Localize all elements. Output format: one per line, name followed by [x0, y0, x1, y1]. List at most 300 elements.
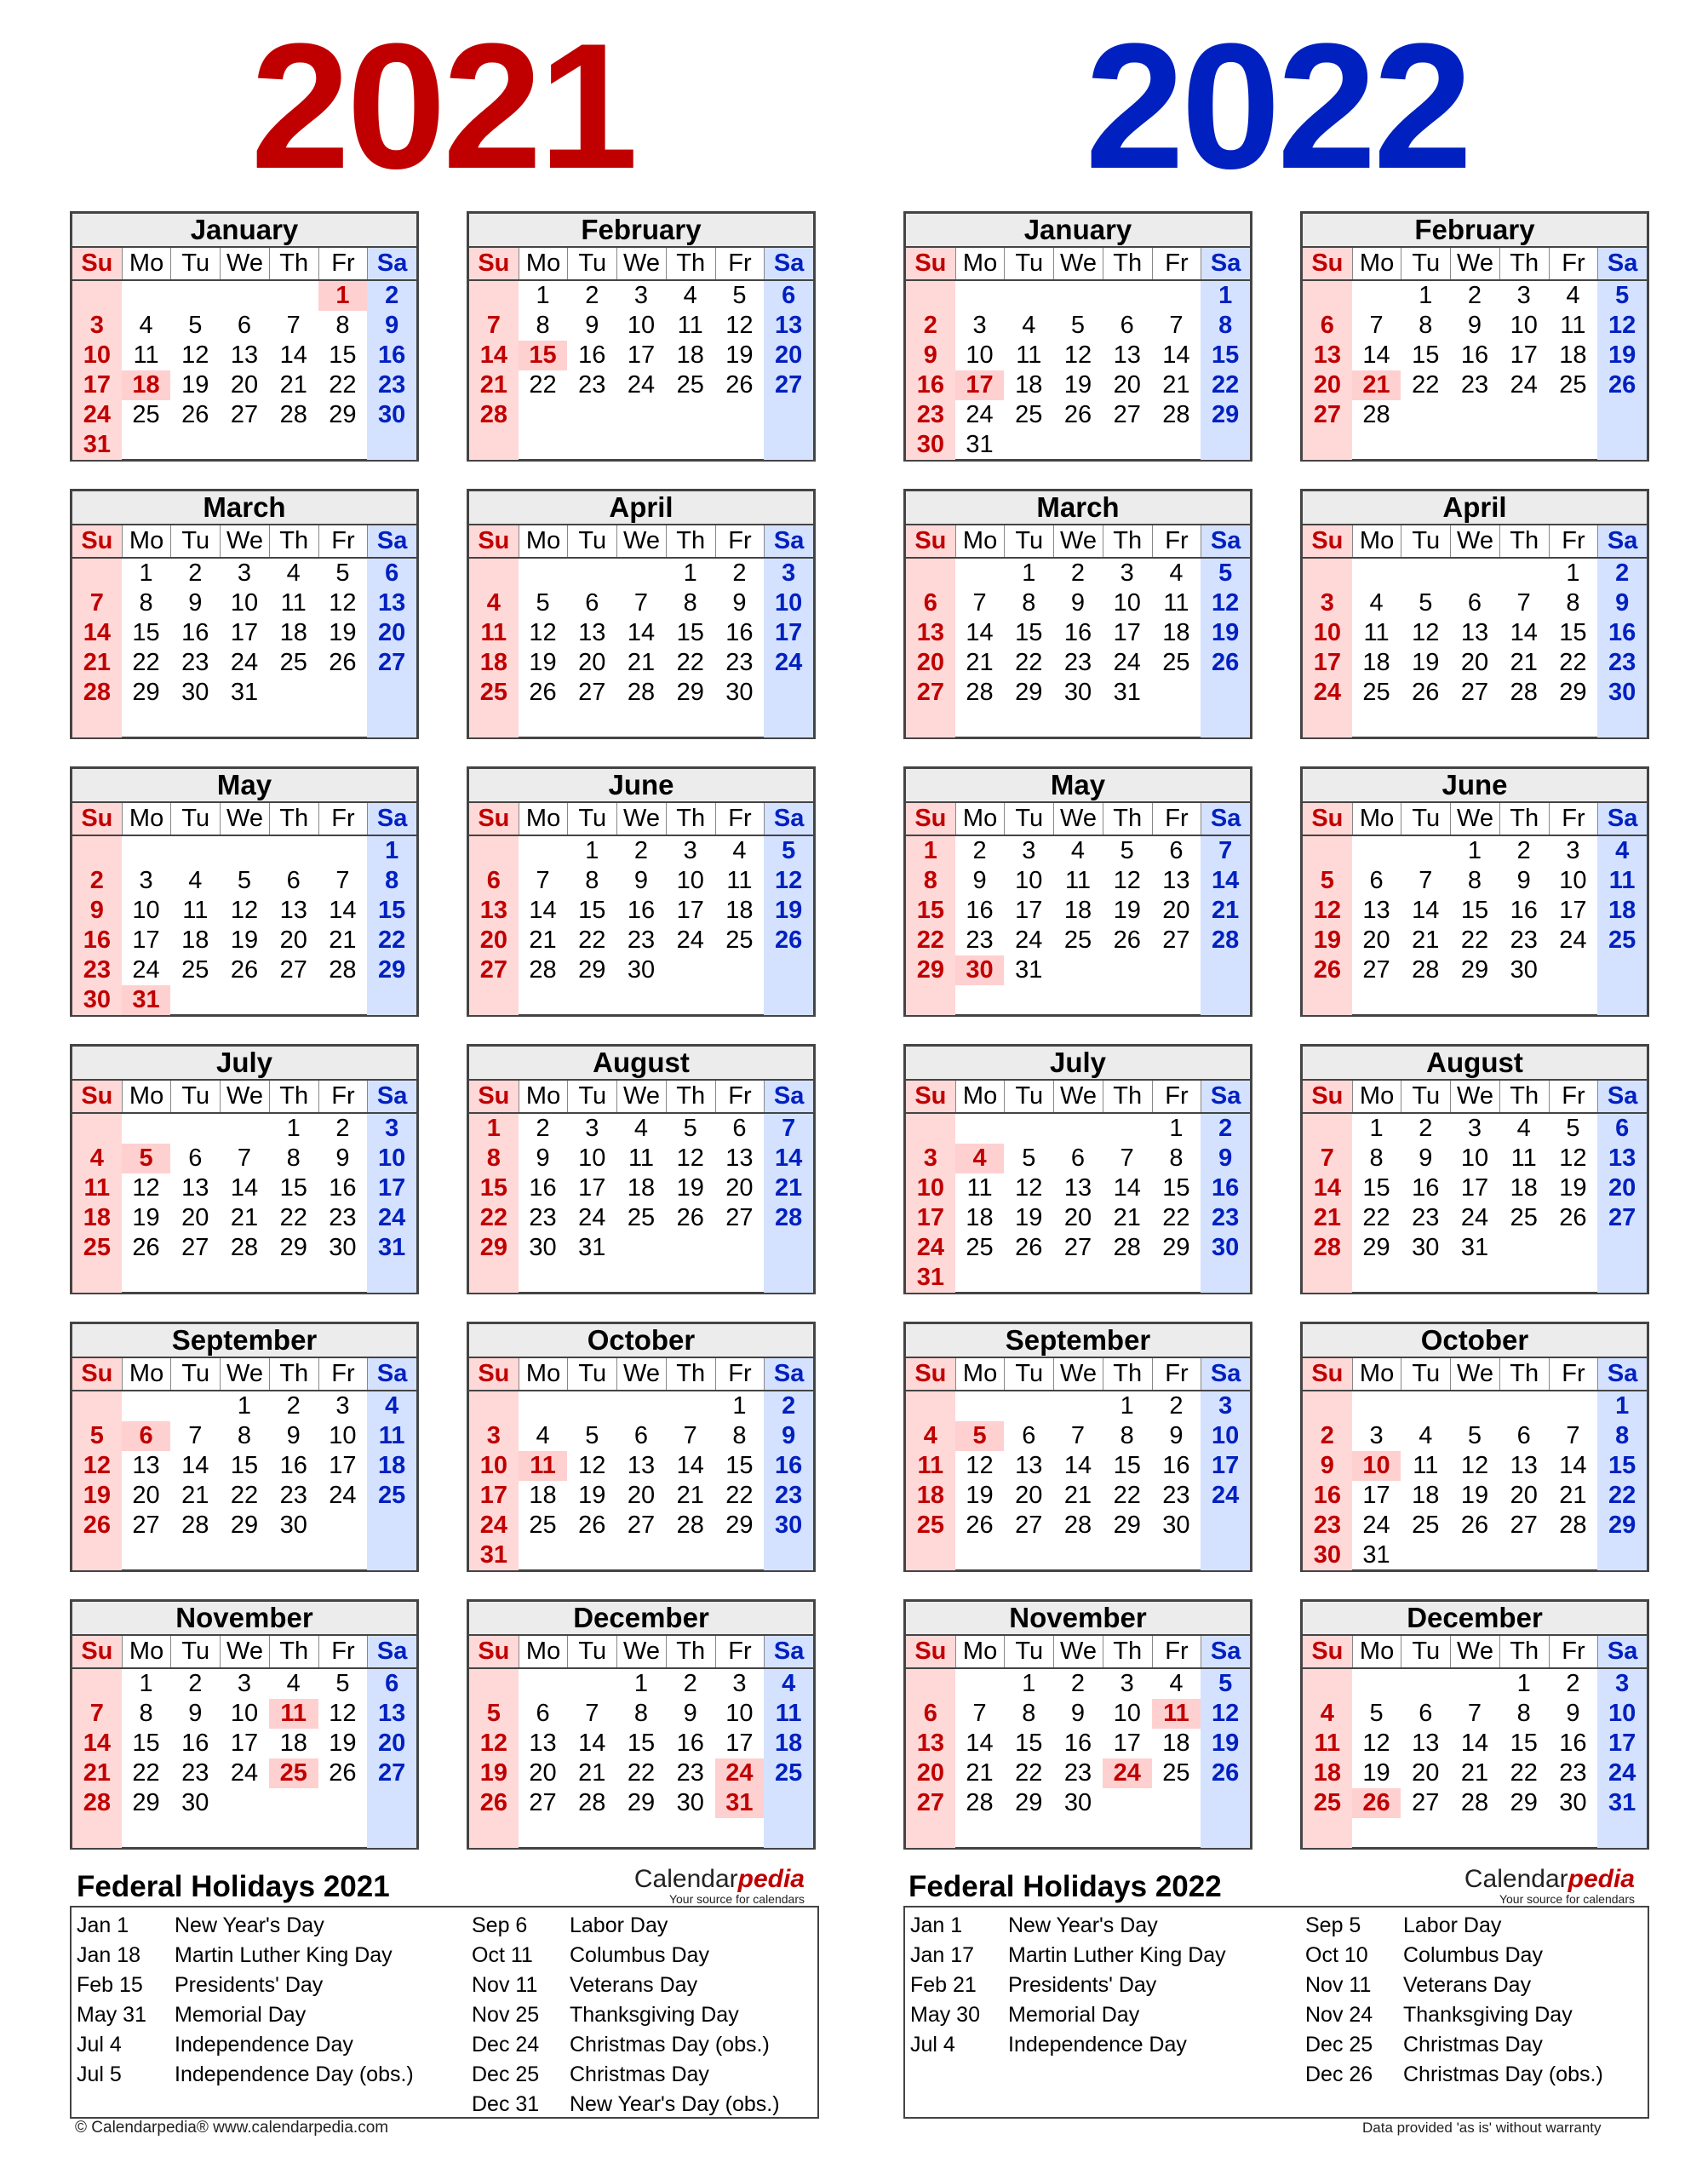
day-cell: 23 — [1559, 1759, 1587, 1787]
day-cell: 27 — [279, 956, 307, 984]
day-cell: 11 — [367, 1421, 416, 1451]
empty-cell — [1053, 985, 1103, 1015]
day-grid — [72, 281, 416, 462]
weekday-label: Fr — [318, 1358, 368, 1390]
day-cell: 21 — [676, 1482, 704, 1509]
day-grid — [906, 1391, 1250, 1573]
day-cell: 30 — [725, 679, 754, 706]
weekday-label: Tu — [170, 1081, 220, 1112]
brand-logo-2022 — [1379, 1867, 1635, 1906]
empty-cell — [72, 1540, 122, 1570]
day-cell: 16 — [1559, 1730, 1587, 1757]
empty-cell — [1352, 559, 1401, 588]
weekday-label: Sa — [764, 1358, 813, 1390]
day-cell: 24 — [469, 1511, 519, 1540]
day-cell: 17 — [469, 1481, 519, 1511]
empty-cell — [1597, 1818, 1647, 1848]
weekday-label: We — [1450, 248, 1499, 279]
weekday-label: Sa — [764, 248, 813, 279]
day-cell: 17 — [578, 1174, 606, 1202]
weekday-label: Th — [1103, 803, 1152, 835]
weekday-header — [72, 803, 416, 836]
holiday-row — [1305, 1971, 1603, 2000]
empty-cell — [764, 1233, 813, 1263]
weekday-label: Mo — [1352, 1358, 1401, 1390]
day-cell: 9 — [1516, 867, 1531, 894]
weekday-label: Sa — [367, 803, 416, 835]
month-name: September — [906, 1324, 1250, 1358]
day-cell: 28 — [1201, 926, 1250, 955]
empty-cell — [220, 708, 269, 737]
weekday-label: Th — [666, 1636, 715, 1667]
day-cell: 24 — [132, 956, 160, 984]
weekday-label: Th — [1103, 248, 1152, 279]
day-cell: 29 — [230, 1512, 259, 1539]
day-cell: 1 — [732, 1392, 747, 1420]
day-cell: 2 — [683, 1670, 697, 1697]
empty-cell — [1450, 1540, 1499, 1570]
empty-cell — [1303, 1263, 1352, 1293]
day-cell: 5 — [1419, 589, 1433, 617]
day-cell: 29 — [132, 1789, 160, 1816]
empty-cell — [1152, 1818, 1201, 1848]
day-cell: 10 — [230, 589, 259, 617]
day-cell: 8 — [237, 1422, 252, 1449]
empty-cell — [955, 1540, 1005, 1570]
day-cell: 8 — [1022, 589, 1036, 617]
empty-cell — [1450, 1263, 1499, 1293]
empty-cell — [318, 1511, 368, 1540]
day-cell: 6 — [906, 1699, 955, 1729]
day-cell: 13 — [1460, 619, 1489, 646]
day-cell: 25 — [1412, 1512, 1440, 1539]
day-cell: 12 — [329, 1700, 357, 1727]
day-cell: 29 — [367, 955, 416, 985]
day-cell: 18 — [1412, 1482, 1440, 1509]
day-cell: 24 — [966, 401, 994, 428]
day-cell: 3 — [1566, 837, 1580, 864]
day-cell: 18 — [1063, 897, 1092, 924]
weekday-label: We — [1053, 525, 1103, 557]
day-cell: 21 — [72, 648, 122, 678]
month-name: June — [469, 769, 813, 803]
empty-cell — [567, 1669, 616, 1699]
weekday-label: Tu — [1004, 1081, 1053, 1112]
day-cell: 15 — [676, 619, 704, 646]
empty-cell — [1103, 281, 1152, 311]
day-cell: 8 — [1369, 1144, 1384, 1172]
day-cell: 7 — [1369, 312, 1384, 339]
weekday-label: Sa — [764, 525, 813, 557]
day-cell: 4 — [1516, 1115, 1531, 1142]
day-cell: 25 — [966, 1234, 994, 1261]
weekday-label: Th — [666, 248, 715, 279]
holiday-row — [1305, 2030, 1603, 2060]
holiday-date: Jul 5 — [77, 2062, 122, 2086]
day-cell: 15 — [578, 897, 606, 924]
day-cell: 8 — [367, 866, 416, 896]
day-cell: 4 — [1566, 282, 1580, 309]
holidays-box-2022 — [903, 1906, 1649, 2119]
day-cell: 14 — [1559, 1452, 1587, 1479]
day-cell: 5 — [955, 1421, 1005, 1451]
day-cell: 24 — [1015, 926, 1043, 954]
day-cell: 17 — [1597, 1729, 1647, 1758]
holiday-date: Jan 18 — [77, 1943, 141, 1967]
empty-cell — [955, 281, 1005, 311]
day-cell: 21 — [1559, 1482, 1587, 1509]
day-cell: 26 — [329, 649, 357, 676]
day-cell: 10 — [1201, 1421, 1250, 1451]
empty-cell — [469, 559, 519, 588]
weekday-label: Tu — [567, 803, 616, 835]
holiday-date: Oct 10 — [1305, 1943, 1368, 1967]
day-cell: 23 — [1063, 649, 1092, 676]
day-grid — [1303, 1114, 1647, 1295]
weekday-label: Mo — [955, 1358, 1005, 1390]
empty-cell — [1549, 1391, 1598, 1421]
day-cell: 9 — [732, 589, 747, 617]
day-cell: 24 — [1510, 371, 1538, 399]
day-cell: 27 — [1460, 679, 1489, 706]
day-cell: 10 — [1352, 1451, 1401, 1481]
day-cell: 4 — [367, 1391, 416, 1421]
empty-cell — [616, 708, 666, 737]
day-cell: 28 — [529, 956, 557, 984]
month-name: July — [906, 1047, 1250, 1081]
day-cell: 16 — [1201, 1173, 1250, 1203]
weekday-label: We — [616, 1636, 666, 1667]
day-cell: 1 — [1566, 559, 1580, 587]
day-cell: 22 — [627, 1759, 656, 1787]
empty-cell — [170, 1263, 220, 1293]
day-cell: 16 — [966, 897, 994, 924]
empty-cell — [519, 430, 568, 460]
day-cell: 5 — [1467, 1422, 1482, 1449]
day-cell: 2 — [1597, 559, 1647, 588]
day-cell: 4 — [1303, 1699, 1352, 1729]
weekday-label: Fr — [715, 525, 765, 557]
day-cell: 2 — [972, 837, 987, 864]
empty-cell — [269, 836, 318, 866]
day-cell: 30 — [1162, 1512, 1190, 1539]
weekday-label: Fr — [1152, 248, 1201, 279]
day-cell: 28 — [230, 1234, 259, 1261]
day-cell: 15 — [1412, 341, 1440, 369]
weekday-label: Su — [1303, 1358, 1352, 1390]
day-cell: 17 — [230, 1730, 259, 1757]
day-cell: 10 — [1597, 1699, 1647, 1729]
empty-cell — [269, 985, 318, 1015]
day-cell: 27 — [725, 1204, 754, 1231]
day-cell: 26 — [1113, 926, 1141, 954]
month-march-2022 — [903, 489, 1252, 739]
empty-cell — [220, 1818, 269, 1848]
holidays-right-column — [472, 1911, 780, 2120]
weekday-label: We — [220, 803, 269, 835]
day-cell: 28 — [676, 1512, 704, 1539]
weekday-label: Th — [666, 1358, 715, 1390]
day-cell: 26 — [725, 371, 754, 399]
weekday-label: Mo — [519, 1081, 568, 1112]
day-cell: 16 — [1063, 1730, 1092, 1757]
day-cell: 20 — [764, 341, 813, 370]
day-cell: 20 — [1303, 370, 1352, 400]
weekday-label: Mo — [122, 1081, 171, 1112]
day-cell: 13 — [1510, 1452, 1538, 1479]
month-june-2021 — [467, 766, 816, 1017]
empty-cell — [1499, 1233, 1549, 1263]
day-cell: 17 — [367, 1173, 416, 1203]
weekday-label: Su — [906, 1636, 955, 1667]
day-cell: 25 — [279, 649, 307, 676]
month-name: November — [72, 1602, 416, 1636]
day-cell: 17 — [1201, 1451, 1250, 1481]
day-cell: 27 — [627, 1512, 656, 1539]
day-cell: 5 — [1022, 1144, 1036, 1172]
weekday-label: Su — [906, 1358, 955, 1390]
day-cell: 25 — [1303, 1788, 1352, 1818]
day-cell: 24 — [230, 1759, 259, 1787]
empty-cell — [318, 430, 368, 460]
empty-cell — [72, 281, 122, 311]
day-cell: 23 — [906, 400, 955, 430]
day-cell: 5 — [683, 1115, 697, 1142]
day-cell: 20 — [181, 1204, 209, 1231]
empty-cell — [1103, 430, 1152, 460]
empty-cell — [72, 1263, 122, 1293]
day-cell: 27 — [1510, 1512, 1538, 1539]
weekday-label: Th — [269, 1358, 318, 1390]
empty-cell — [318, 1818, 368, 1848]
day-cell: 5 — [585, 1422, 599, 1449]
weekday-label: Sa — [1597, 803, 1647, 835]
empty-cell — [906, 708, 955, 737]
month-march-2021 — [70, 489, 419, 739]
weekday-label: Mo — [1352, 248, 1401, 279]
day-cell: 6 — [188, 1144, 203, 1172]
day-cell: 24 — [1201, 1481, 1250, 1511]
day-cell: 16 — [676, 1730, 704, 1757]
weekday-label: Su — [1303, 248, 1352, 279]
empty-cell — [764, 1818, 813, 1848]
empty-cell — [666, 985, 715, 1015]
day-cell: 7 — [335, 867, 350, 894]
empty-cell — [1499, 1391, 1549, 1421]
month-september-2022 — [903, 1322, 1252, 1572]
day-cell: 19 — [578, 1482, 606, 1509]
weekday-label: Su — [906, 1081, 955, 1112]
day-cell: 19 — [1559, 1174, 1587, 1202]
day-cell: 11 — [764, 1699, 813, 1729]
empty-cell — [269, 1818, 318, 1848]
day-cell: 1 — [633, 1670, 649, 1697]
day-cell: 19 — [329, 619, 357, 646]
day-cell: 23 — [1063, 1759, 1092, 1787]
day-cell: 12 — [725, 312, 754, 339]
empty-cell — [1303, 836, 1352, 866]
empty-cell — [367, 430, 416, 460]
day-cell: 14 — [1162, 341, 1190, 369]
day-cell: 4 — [1169, 559, 1184, 587]
holidays-box-2021 — [70, 1906, 819, 2119]
weekday-label: Sa — [1597, 1358, 1647, 1390]
day-cell: 14 — [469, 341, 519, 370]
day-cell: 20 — [279, 926, 307, 954]
weekday-label: Su — [1303, 1081, 1352, 1112]
holiday-name: Independence Day (obs.) — [175, 2062, 414, 2086]
day-cell: 15 — [367, 896, 416, 926]
day-cell: 6 — [536, 1700, 550, 1727]
empty-cell — [1549, 708, 1598, 737]
weekday-label: Th — [269, 1636, 318, 1667]
weekday-label: Th — [1499, 525, 1549, 557]
day-cell: 20 — [367, 1729, 416, 1758]
day-cell: 27 — [1597, 1203, 1647, 1233]
weekday-label: Fr — [1549, 1358, 1598, 1390]
day-grid — [469, 836, 813, 1018]
day-cell: 14 — [72, 618, 122, 648]
day-cell: 3 — [335, 1392, 350, 1420]
day-cell: 15 — [1201, 341, 1250, 370]
day-cell: 4 — [1169, 1670, 1184, 1697]
day-cell: 12 — [1460, 1452, 1489, 1479]
day-cell: 21 — [329, 926, 357, 954]
month-name: December — [1303, 1602, 1647, 1636]
empty-cell — [170, 708, 220, 737]
weekday-label: Sa — [1597, 1081, 1647, 1112]
weekday-label: We — [616, 248, 666, 279]
empty-cell — [1004, 1263, 1053, 1293]
day-cell: 9 — [683, 1700, 697, 1727]
weekday-label: Su — [1303, 525, 1352, 557]
weekday-header — [906, 525, 1250, 559]
day-cell: 16 — [764, 1451, 813, 1481]
day-cell: 3 — [683, 837, 697, 864]
weekday-label: Mo — [519, 1636, 568, 1667]
day-cell: 14 — [1201, 866, 1250, 896]
month-april-2021 — [467, 489, 816, 739]
empty-cell — [318, 836, 368, 866]
day-cell: 21 — [1201, 896, 1250, 926]
day-cell: 27 — [230, 401, 259, 428]
empty-cell — [715, 430, 765, 460]
day-cell: 14 — [72, 1729, 122, 1758]
day-cell: 18 — [1597, 896, 1647, 926]
weekday-label: Mo — [519, 248, 568, 279]
day-cell: 24 — [906, 1233, 955, 1263]
day-cell: 3 — [1120, 1670, 1134, 1697]
day-cell: 15 — [279, 1174, 307, 1202]
holiday-date: Dec 26 — [1305, 2062, 1373, 2086]
empty-cell — [220, 836, 269, 866]
day-cell: 24 — [1597, 1758, 1647, 1788]
weekday-label: We — [220, 248, 269, 279]
day-cell: 3 — [469, 1421, 519, 1451]
empty-cell — [1303, 708, 1352, 737]
day-cell: 29 — [1510, 1789, 1538, 1816]
day-cell: 29 — [1162, 1234, 1190, 1261]
empty-cell — [1201, 708, 1250, 737]
day-cell: 21 — [966, 1759, 994, 1787]
holiday-name: Martin Luther King Day — [1008, 1943, 1226, 1967]
weekday-header — [906, 1081, 1250, 1114]
day-cell: 28 — [1063, 1512, 1092, 1539]
empty-cell — [616, 430, 666, 460]
day-cell: 27 — [132, 1512, 160, 1539]
day-cell: 18 — [906, 1481, 955, 1511]
holiday-date: Nov 11 — [1305, 1973, 1372, 1997]
day-cell: 17 — [955, 370, 1005, 400]
weekday-label: Mo — [1352, 1636, 1401, 1667]
weekday-label: We — [1053, 248, 1103, 279]
holiday-date: Sep 6 — [472, 1913, 528, 1937]
weekday-header — [72, 1358, 416, 1391]
day-cell: 2 — [335, 1115, 350, 1142]
day-cell: 21 — [279, 371, 307, 399]
empty-cell — [666, 1540, 715, 1570]
empty-cell — [1152, 678, 1201, 708]
day-cell: 26 — [181, 401, 209, 428]
empty-cell — [170, 985, 220, 1015]
day-cell: 28 — [578, 1789, 606, 1816]
day-cell: 17 — [1303, 648, 1352, 678]
weekday-label: Fr — [715, 1081, 765, 1112]
day-cell: 13 — [279, 897, 307, 924]
day-cell: 6 — [286, 867, 301, 894]
day-cell: 14 — [1063, 1452, 1092, 1479]
day-cell: 10 — [1113, 1700, 1141, 1727]
day-cell: 24 — [1303, 678, 1352, 708]
weekday-header — [1303, 1358, 1647, 1391]
day-cell: 16 — [1510, 897, 1538, 924]
day-cell: 15 — [1162, 1174, 1190, 1202]
day-cell: 2 — [633, 837, 649, 864]
empty-cell — [122, 1263, 171, 1293]
empty-cell — [1499, 400, 1549, 430]
empty-cell — [616, 1391, 666, 1421]
day-cell: 4 — [469, 588, 519, 618]
empty-cell — [906, 1669, 955, 1699]
empty-cell — [269, 430, 318, 460]
day-cell: 19 — [966, 1482, 994, 1509]
empty-cell — [567, 430, 616, 460]
empty-cell — [220, 430, 269, 460]
month-december-2021 — [467, 1599, 816, 1850]
month-name: April — [1303, 491, 1647, 525]
empty-cell — [567, 1818, 616, 1848]
empty-cell — [955, 708, 1005, 737]
day-cell: 23 — [181, 649, 209, 676]
day-cell: 5 — [536, 589, 550, 617]
holiday-name: New Year's Day (obs.) — [570, 2092, 780, 2116]
weekday-label: Sa — [764, 1081, 813, 1112]
day-cell: 21 — [1063, 1482, 1092, 1509]
empty-cell — [318, 708, 368, 737]
day-cell: 27 — [1303, 400, 1352, 430]
holiday-date: Jan 17 — [910, 1943, 975, 1967]
empty-cell — [906, 1114, 955, 1144]
day-cell: 7 — [1303, 1144, 1352, 1173]
day-cell: 21 — [966, 649, 994, 676]
weekday-label: Su — [72, 803, 122, 835]
day-cell: 21 — [72, 1758, 122, 1788]
weekday-label: Tu — [1401, 1358, 1450, 1390]
day-cell: 12 — [1063, 341, 1092, 369]
day-cell: 29 — [676, 679, 704, 706]
empty-cell — [1549, 430, 1598, 460]
day-cell: 8 — [1169, 1144, 1184, 1172]
